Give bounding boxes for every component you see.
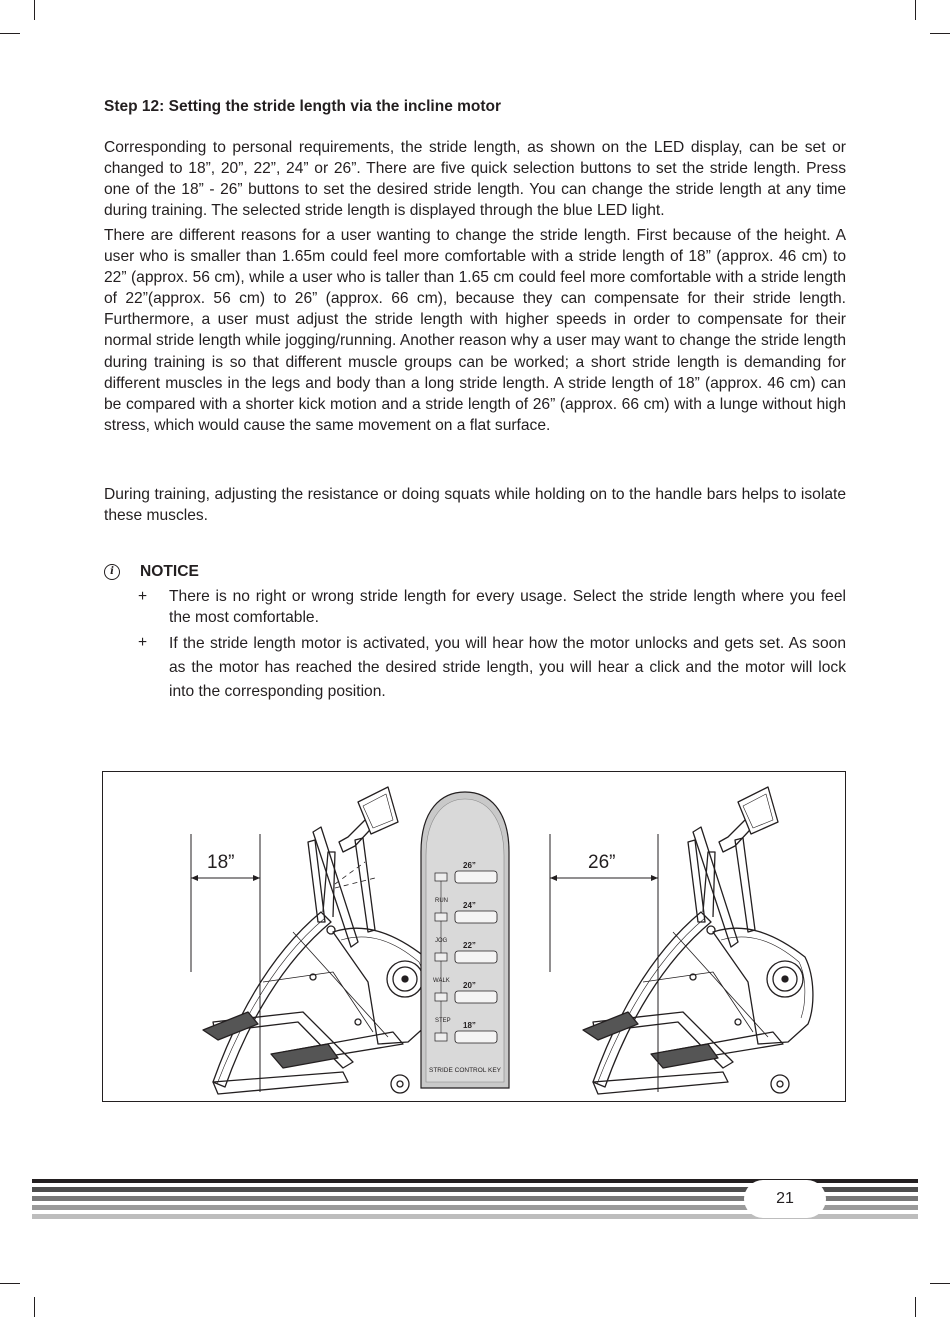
arrow-head (253, 875, 260, 881)
svg-text:26”: 26” (463, 861, 476, 870)
crop-mark (0, 33, 20, 34)
paragraph: During training, adjusting the resistance or doing squats while holding on to the handle bars helps to isolate these muscles. (104, 486, 846, 525)
step-title: Setting the stride length via the incline motor (164, 98, 502, 115)
svg-text:18”: 18” (463, 1021, 476, 1030)
notice-heading (104, 563, 199, 581)
notice-item-text: If the stride length motor is activated, you will hear how the motor unlocks and gets set. As soon as the motor has reached the desired stride length, you will hear a click and the motor will lock into the corresponding position. (169, 635, 846, 701)
paragraph: There are different reasons for a user wanting to change the stride length. First because of the height. A user who is smaller than 1.65m could feel more comfortable with a stride length of 18” (approx. 46 cm) to 22” (approx. 56 cm), while a user who is taller than 1.65 cm could feel more comfortable with a stride length of 22”(approx. 56 cm) to 26” (approx. 66 cm), because they can compensate for their stride length. Furthermore, a user must adjust the stride length with higher speeds in order to compensate for their normal stride length while jogging/running. Another reason why a user may want to change the stride length during training is so that different muscle groups can be worked; a short stride length is demanding for different muscles in the legs and body than a long stride length. A stride length of 18” (approx. 46 cm) can be compared with a shorter kick motion and a stride length of 26” (approx. 66 cm) with a lunge without high stress, which would cause the same movement on a flat surface. (104, 227, 846, 434)
arrow-head (191, 875, 198, 881)
bullet: + (138, 634, 148, 652)
bullet: + (138, 588, 148, 605)
stride-figure (102, 771, 846, 1102)
paragraph-reasons (104, 225, 846, 436)
arrow-head (651, 875, 658, 881)
list-item (138, 632, 846, 704)
page-number: 21 (744, 1180, 826, 1218)
crop-mark (34, 1297, 35, 1317)
mode-label-jog: JOG (435, 938, 448, 944)
crop-mark (930, 33, 950, 34)
panel-footer-label: STRIDE CONTROL KEY (429, 1067, 501, 1074)
svg-text:22”: 22” (463, 941, 476, 950)
svg-text:20”: 20” (463, 981, 476, 990)
notice-title: NOTICE (140, 563, 199, 580)
svg-text:24”: 24” (463, 901, 476, 910)
notice-list (138, 586, 846, 708)
crop-mark (930, 1283, 950, 1284)
elliptical-trainer-left (203, 787, 433, 1094)
mode-label-step: STEP (435, 1018, 451, 1024)
crop-mark (0, 1283, 20, 1284)
info-icon: i (104, 564, 120, 580)
crop-mark (915, 0, 916, 20)
paragraph-training (104, 484, 846, 526)
crop-mark (34, 0, 35, 20)
stride-label-left: 18” (207, 852, 235, 873)
notice-item-text: There is no right or wrong stride length for every usage. Select the stride length where you feel the most comfortable. (169, 588, 846, 627)
stride-control-panel (421, 792, 509, 1088)
step-label: Step 12: (104, 98, 165, 115)
crop-mark (915, 1297, 916, 1317)
paragraph-intro (104, 137, 846, 221)
section-heading (104, 98, 501, 116)
arrow-head (550, 875, 557, 881)
stride-label-right: 26” (588, 852, 616, 873)
mode-label-run: RUN (435, 898, 448, 904)
stride-illustration (103, 772, 845, 1101)
list-item (138, 586, 846, 628)
paragraph: Corresponding to personal requirements, the stride length, as shown on the LED display, can be set or changed to 18”, 20”, 22”, 24” or 26”. There are five quick selection buttons to set the stride length. Press one of the 18” - 26” buttons to set the desired stride length. You can change the stride length at any time during training. The selected stride length is displayed through the blue LED light. (104, 139, 846, 220)
elliptical-trainer-right (583, 787, 813, 1094)
mode-label-walk: WALK (433, 978, 450, 984)
